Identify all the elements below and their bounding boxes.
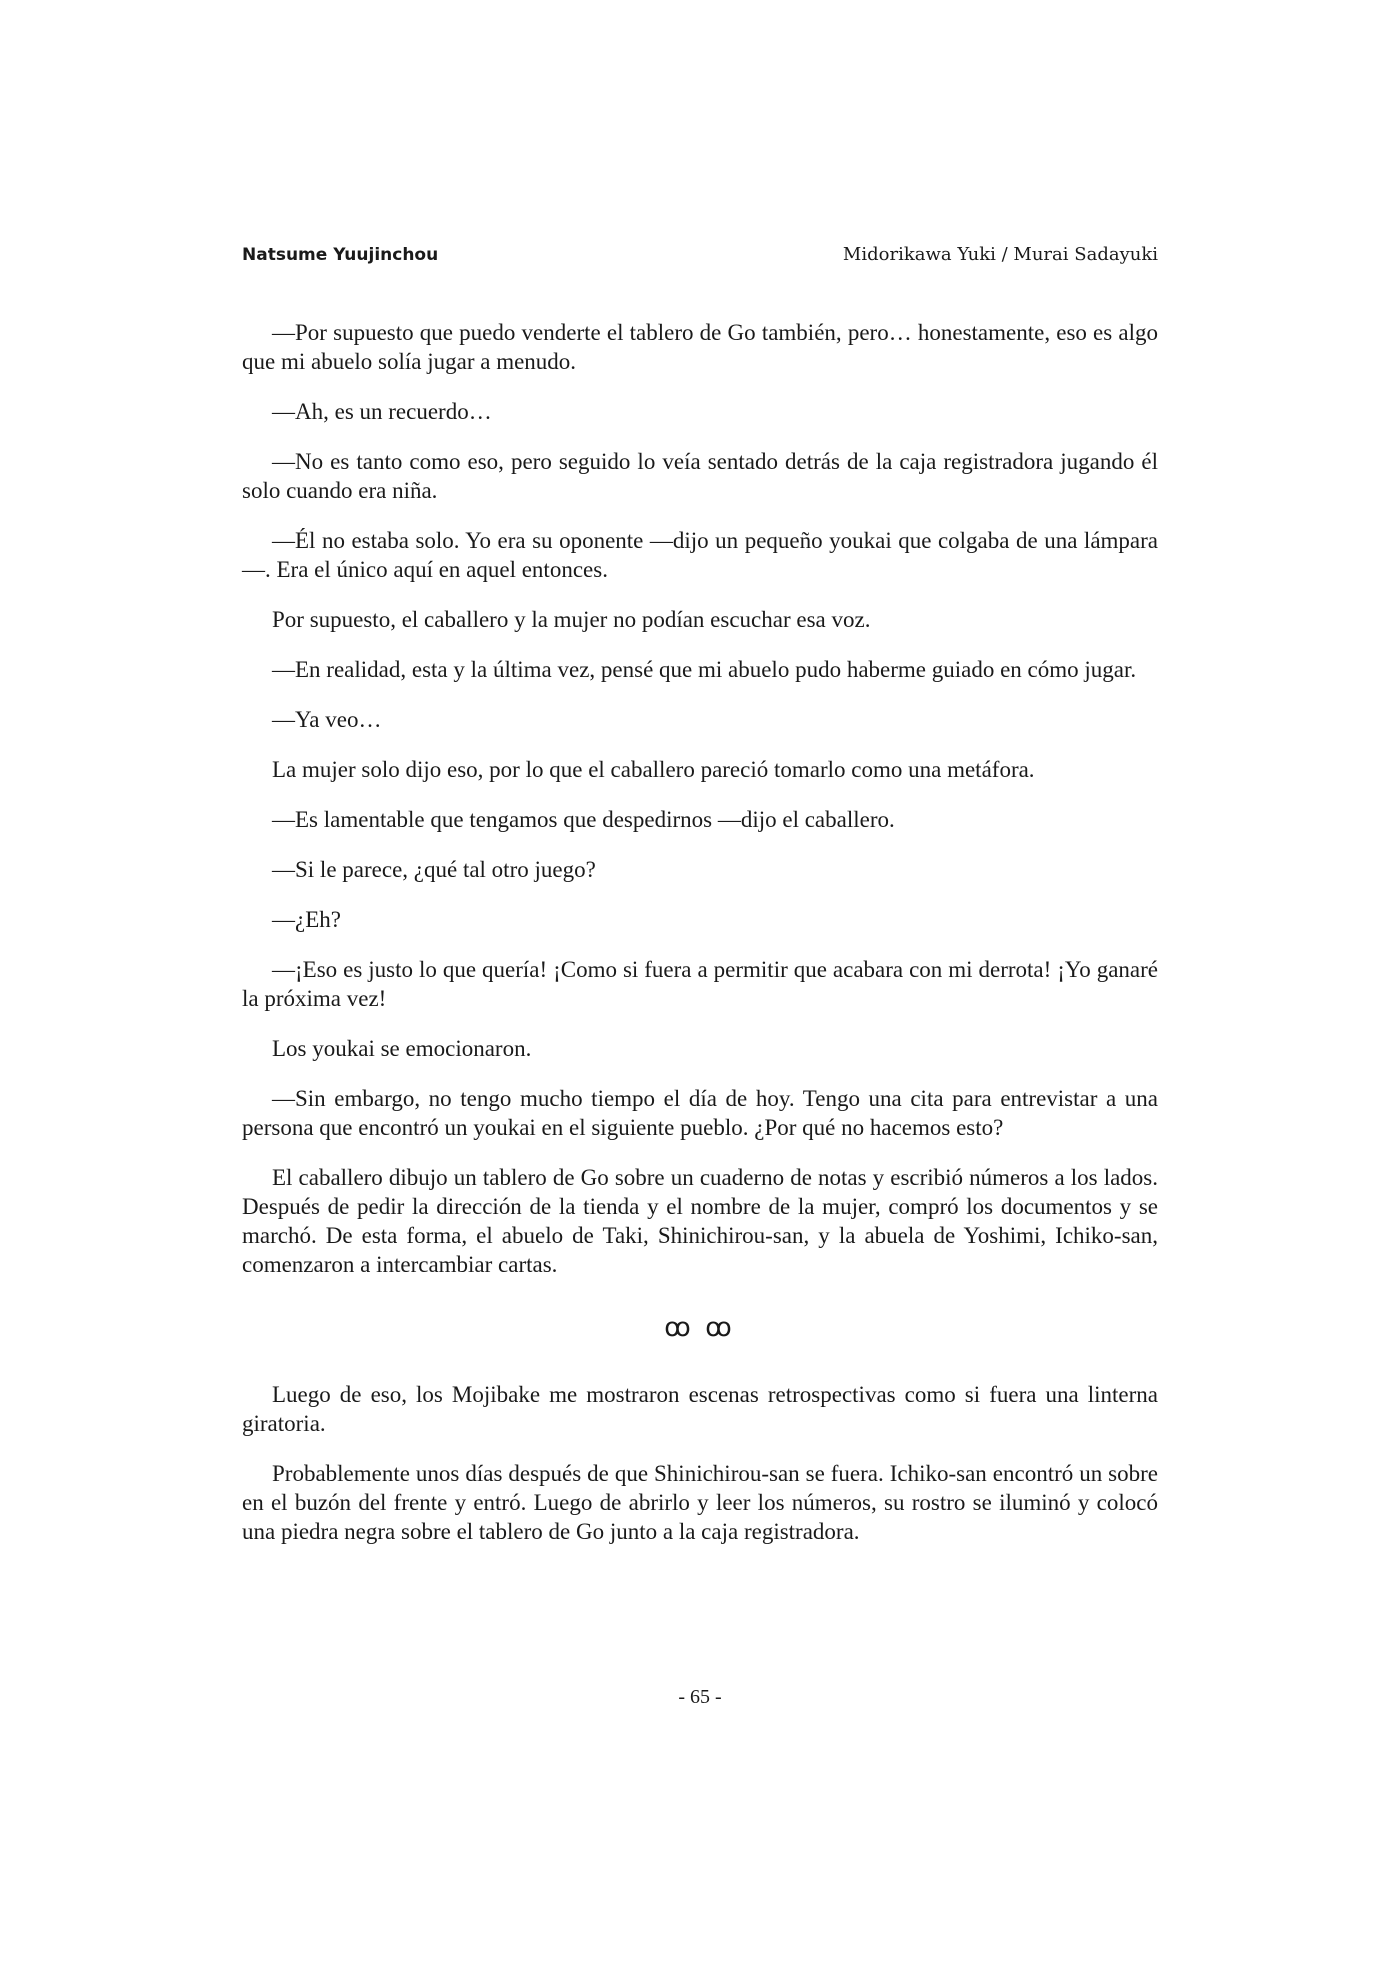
- paragraph: —Si le parece, ¿qué tal otro juego?: [272, 857, 596, 882]
- paragraph: —Sin embargo, no tengo mucho tiempo el día de hoy. Tengo una cita para entrevistar a una persona que encontró un youkai en el siguiente pueblo. ¿Por qué no hacemos esto?: [242, 1086, 1158, 1140]
- paragraph: —¿Eh?: [272, 907, 341, 932]
- header-book-title: Natsume Yuujinchou: [242, 245, 439, 265]
- paragraph: Luego de eso, los Mojibake me mostraron escenas retrospectivas como si fuera una linterna giratoria.: [242, 1382, 1158, 1436]
- paragraph: —Es lamentable que tengamos que despedirnos —dijo el caballero.: [272, 807, 895, 832]
- header-authors: Midorikawa Yuki / Murai Sadayuki: [842, 244, 1158, 265]
- paragraph: —En realidad, esta y la última vez, pensé que mi abuelo pudo haberme guiado en cómo jugar.: [272, 657, 1137, 682]
- paragraph: —¡Eso es justo lo que quería! ¡Como si fuera a permitir que acabara con mi derrota! ¡Yo ganaré la próxima vez!: [242, 957, 1158, 1011]
- paragraph: La mujer solo dijo eso, por lo que el caballero pareció tomarlo como una metáfora.: [272, 757, 1035, 782]
- page-number: - 65 -: [678, 1686, 722, 1708]
- paragraph: —Ah, es un recuerdo…: [272, 399, 492, 424]
- section-break-ornament: ꝏ ꝏ: [664, 1313, 736, 1342]
- running-header: [242, 244, 1158, 265]
- paragraph: Probablemente unos días después de que Shinichirou-san se fuera. Ichiko-san encontró un sobre en el buzón del frente y entró. Luego de abrirlo y leer los números, su rostro se iluminó y colocó una piedra negra sobre el tablero de Go junto a la caja registradora.: [242, 1461, 1158, 1544]
- paragraph: Los youkai se emocionaron.: [272, 1036, 532, 1061]
- paragraph: —Ya veo…: [272, 707, 382, 732]
- paragraph: —Por supuesto que puedo venderte el tablero de Go también, pero… honestamente, eso es algo que mi abuelo solía jugar a menudo.: [242, 320, 1158, 374]
- page-body: [242, 318, 1158, 1567]
- paragraph: —Él no estaba solo. Yo era su oponente —dijo un pequeño youkai que colgaba de una lámpara—. Era el único aquí en aquel entonces.: [242, 528, 1158, 582]
- paragraph: Por supuesto, el caballero y la mujer no podían escuchar esa voz.: [272, 607, 871, 632]
- paragraph: —No es tanto como eso, pero seguido lo veía sentado detrás de la caja registradora jugando él solo cuando era niña.: [242, 449, 1158, 503]
- paragraph: El caballero dibujo un tablero de Go sobre un cuaderno de notas y escribió números a los lados. Después de pedir la dirección de la tienda y el nombre de la mujer, compró los documentos y se marchó. De esta forma, el abuelo de Taki, Shinichirou-san, y la abuela de Yoshimi, Ichiko-san, comenzaron a intercambiar cartas.: [242, 1165, 1158, 1277]
